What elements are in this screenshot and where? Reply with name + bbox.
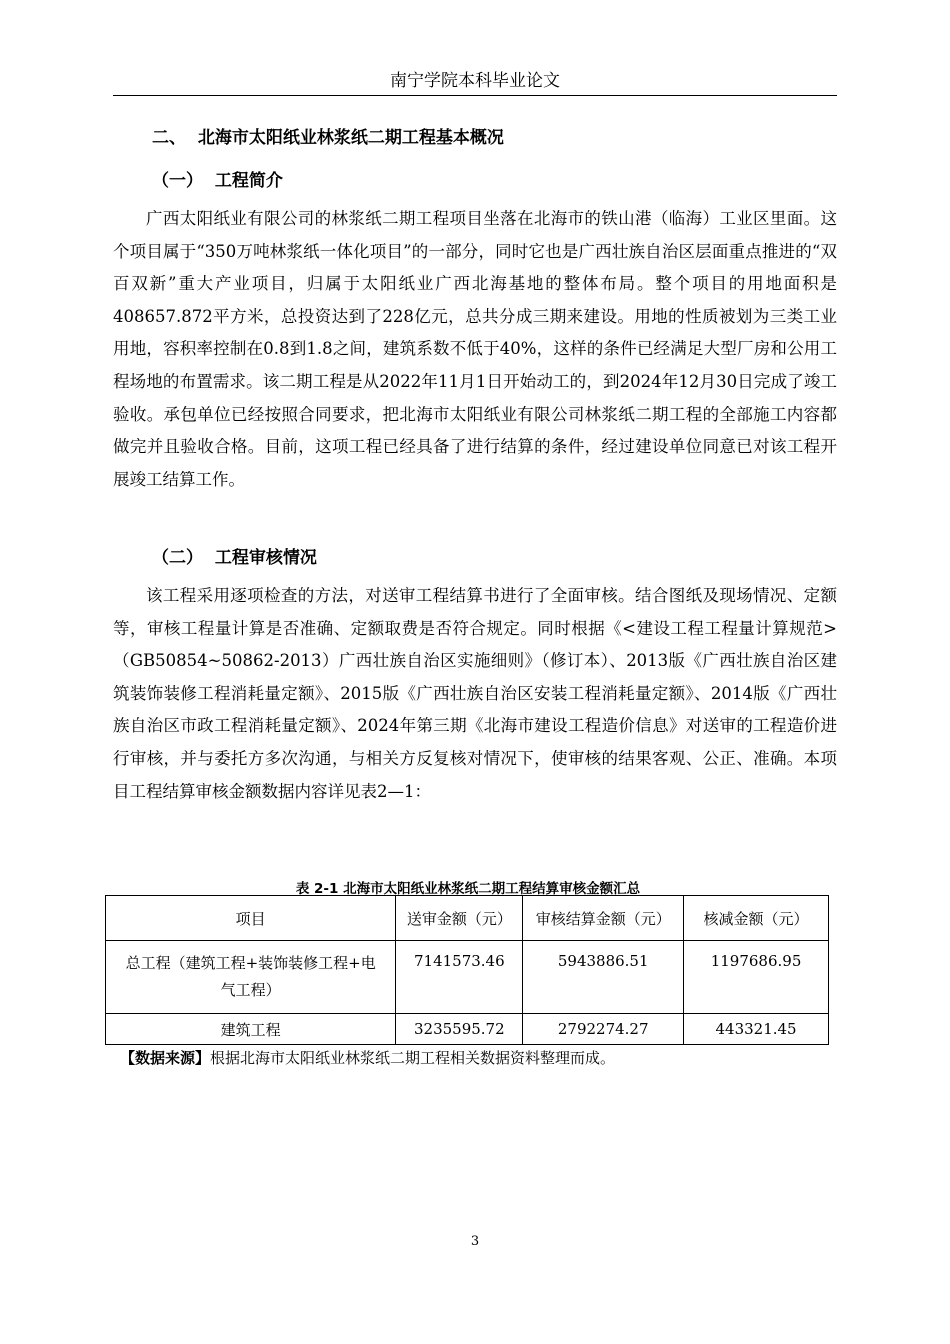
table-caption: 表 2-1 北海市太阳纸业林浆纸二期工程结算审核金额汇总 [295,881,641,897]
audit-paragraph: 该工程采用逐项检查的方法，对送审工程结算书进行了全面审核。结合图纸及现场情况、定额等，审核工程量计算是否准确、定额取费是否符合规定。同时根据《<建设工程工程量计算规范>（GB50854~50862-2013）广西壮族自治区实施细则》（修订本）、2013版《广西壮族自治区建筑装饰装修工程消耗量定额》、2015版《广西壮族自治区安装工程消耗量定额》、2014版《广西壮族自治区市政工程消耗量定额》、2024年第三期《北海市建设工程造价信息》对送审的工程造价进行审核，并与委托方多次沟通，与相关方反复核对情况下，使审核的结果客观、公正、准确。本项目工程结算审核金额数据内容详见表2—1： [113,586,837,801]
table-cell-amount: 1197686.95 [684,941,829,1014]
table-cell-item: 建筑工程 [106,1014,396,1045]
table-header-cell: 送审金额（元） [396,896,523,941]
running-header: 南宁学院本科毕业论文 [390,71,560,91]
table-cell-item: 总工程（建筑工程+装饰装修工程+电气工程） [106,941,396,1014]
table-header-cell: 项目 [106,896,396,941]
audit-summary-table [105,895,829,1045]
table-cell-amount: 3235595.72 [396,1014,523,1045]
table-header-cell: 审核结算金额（元） [523,896,684,941]
data-source-note [120,1047,615,1068]
section-heading: 二、 北海市太阳纸业林浆纸二期工程基本概况 [152,128,504,148]
subsection-heading-overview: （一） 工程简介 [152,171,283,191]
table-cell-amount: 5943886.51 [523,941,684,1014]
data-source-text: 根据北海市太阳纸业林浆纸二期工程相关数据资料整理而成。 [210,1049,616,1067]
table-cell-amount: 7141573.46 [396,941,523,1014]
header-rule [113,95,837,96]
table-header-cell: 核减金额（元） [684,896,829,941]
table-cell-amount: 443321.45 [684,1014,829,1045]
table-row [106,1014,829,1045]
data-source-label: 【数据来源】 [120,1049,211,1067]
table-cell-amount: 2792274.27 [523,1014,684,1045]
table-header-row [106,896,829,941]
table-row [106,941,829,1014]
subsection-heading-audit: （二） 工程审核情况 [152,548,317,568]
overview-paragraph: 广西太阳纸业有限公司的林浆纸二期工程项目坐落在北海市的铁山港（临海）工业区里面。这个项目属于“350万吨林浆纸一体化项目”的一部分，同时它也是广西壮族自治区层面重点推进的“双百双新”重大产业项目，归属于太阳纸业广西北海基地的整体布局。整个项目的用地面积是408657.872平方米，总投资达到了228亿元，总共分成三期来建设。用地的性质被划为三类工业用地，容积率控制在0.8到1.8之间，建筑系数不低于40%，这样的条件已经满足大型厂房和公用工程场地的布置需求。该二期工程是从2022年11月1日开始动工的，到2024年12月30日完成了竣工验收。承包单位已经按照合同要求，把北海市太阳纸业有限公司林浆纸二期工程的全部施工内容都做完并且验收合格。目前，这项工程已经具备了进行结算的条件，经过建设单位同意已对该工程开展竣工结算工作。 [113,209,837,489]
page-number: 3 [470,1234,480,1249]
